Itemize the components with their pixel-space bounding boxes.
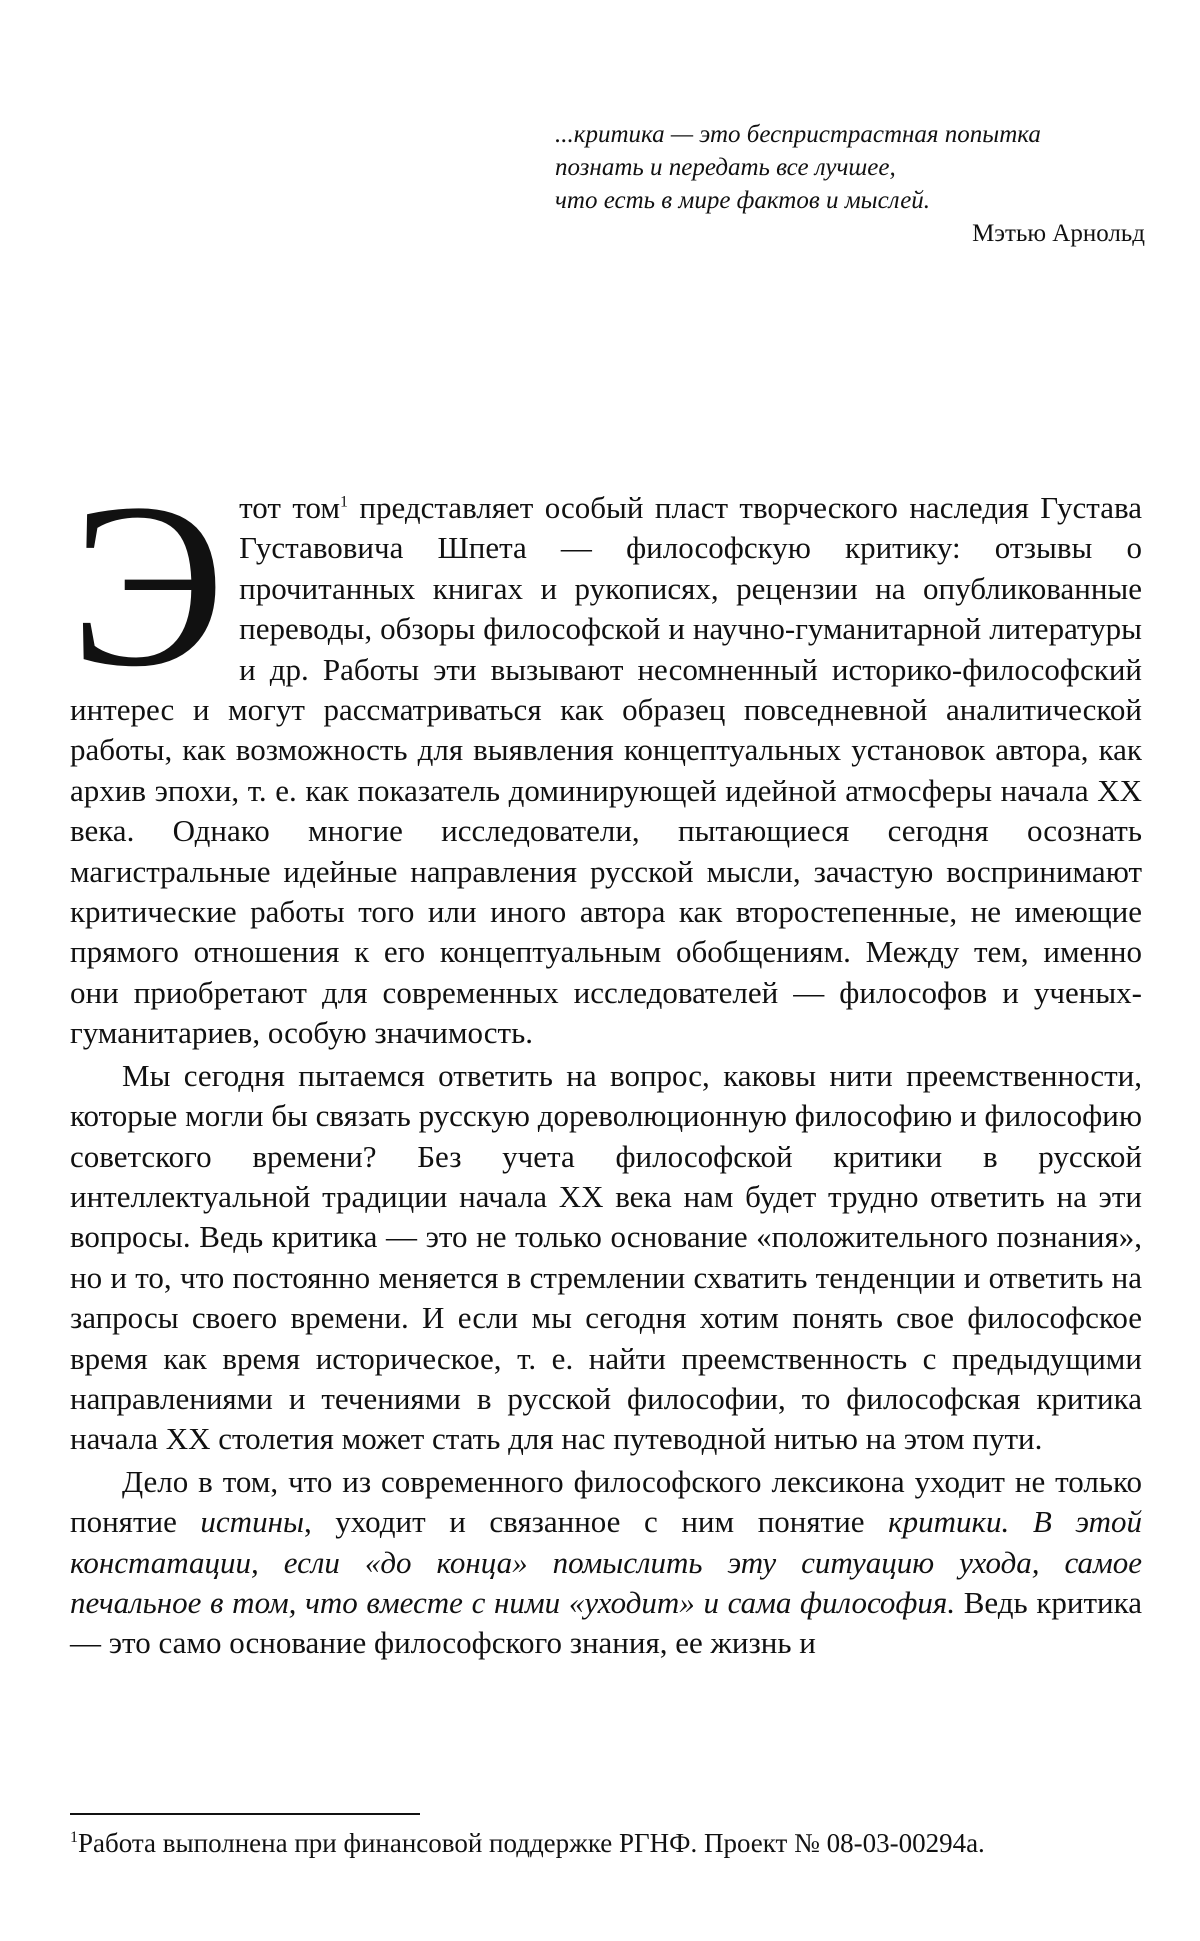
epigraph-line: познать и передать все лучшее, bbox=[555, 154, 896, 181]
paragraph-1 bbox=[70, 455, 1142, 1054]
epigraph-line: что есть в мире фактов и мыслей. bbox=[555, 187, 931, 214]
body-text bbox=[70, 455, 1142, 1664]
footnote-text: Работа выполнена при финансовой поддержке РГНФ. Проект № 08-03-00294а. bbox=[78, 1828, 985, 1858]
footnote bbox=[70, 1826, 1142, 1860]
footnote-marker: 1 bbox=[70, 1829, 78, 1846]
epigraph bbox=[555, 118, 1145, 251]
paragraph-2: Мы сегодня пытаемся ответить на вопрос, каковы нити преемственности, которые могли бы связать русскую дореволюционную философию и философию советского времени? Без учета философской критики в русской интеллектуальной традиции начала XX века нам будет трудно ответить на эти вопросы. Ведь критика — это не только основание «положительного познания», но и то, что постоянно меняется в стремлении схватить тенденции и ответить на запросы своего времени. И если мы сегодня хотим понять свое философское время как время историческое, т. е. найти преемственность с предыдущими направлениями и течениями в русской философии, то философская критика начала XX столетия может стать для нас путеводной нитью на этом пути. bbox=[70, 1057, 1142, 1457]
paragraph-1-rest: представляет особый пласт творческого наследия Густава Густавовича Шпета — философскую критику: отзывы о прочитанных книгах и рукописях, рецензии на опубликованные переводы, обзоры философской и научно-гуманитарной литературы и др. Работы эти вызывают несомненный историко-философский интерес и могут рассматриваться как образец повседневной аналитической работы, как возможность для выявления концептуальных установок автора, как архив эпохи, т. е. как показатель доминирующей идейной атмосферы начала XX века. Однако многие исследователи, пытающиеся сегодня осознать магистральные идейные направления русской мысли, зачастую воспринимают критические работы того или иного автора как второстепенные, не имеющие прямого отношения к его концептуальным обобщениям. Между тем, именно они приобретают для современных исследователей — философов и ученых-гуманитариев, особую значимость. bbox=[70, 490, 1142, 1051]
drop-cap: Э bbox=[70, 455, 226, 715]
paragraph-3-part-a: Дело в том, что из современного философского лексикона уходит не только понятие bbox=[70, 1463, 1142, 1540]
paragraph-3-part-b: , уходит и связанное с ним понятие bbox=[303, 1504, 889, 1540]
emphasis-istiny: истины bbox=[200, 1504, 304, 1540]
paragraph-1-start: тот том bbox=[239, 490, 340, 525]
paragraph-3 bbox=[70, 1462, 1142, 1664]
footnote-ref: 1 bbox=[340, 493, 348, 511]
paragraph-3-part-c: Ведь критика — это само основание философского знания, ее жизнь и bbox=[70, 1584, 1142, 1661]
epigraph-line: ...критика — это беспристрастная попытка bbox=[555, 121, 1041, 148]
epigraph-author: Мэтью Арнольд bbox=[972, 220, 1145, 247]
emphasis-kritiki: критики. В этой констатации, если «до конца» помыслить эту ситуацию ухода, самое печальное в том, что вместе с ними «уходит» и сама философия. bbox=[70, 1504, 1142, 1620]
footnote-divider bbox=[70, 1813, 420, 1815]
